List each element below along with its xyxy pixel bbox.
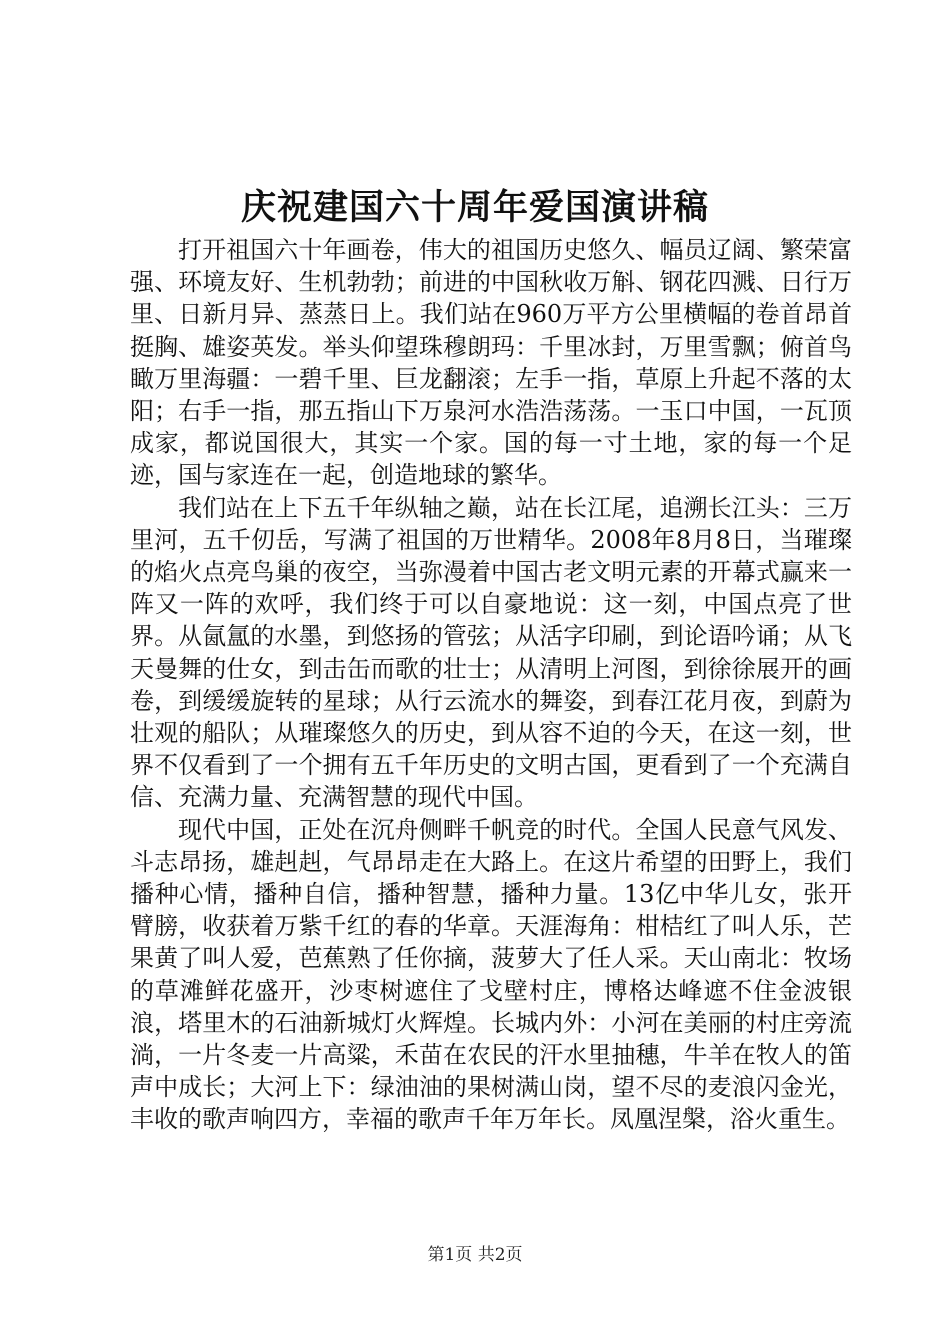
page-title: 庆祝建国六十周年爱国演讲稿 xyxy=(240,187,709,228)
page-footer: 第1页 共2页 xyxy=(427,1245,523,1265)
paragraph-2: 我们站在上下五千年纵轴之巅，站在长江尾，追溯长江头：三万里河，五千仞岳，写满了祖国的万世精华。2008年8月8日，当璀璨的焰火点亮鸟巢的夜空，当弥漫着中国古老文明元素的开幕式赢来一阵又一阵的欢呼，我们终于可以自豪地说：这一刻，中国点亮了世界。从氤氲的水墨，到悠扬的管弦；从活字印刷，到论语吟诵；从飞天曼舞的仕女，到击缶而歌的壮士；从清明上河图，到徐徐展开的画卷，到缓缓旋转的星球；从行云流水的舞姿，到春江花月夜，到蔚为壮观的船队；从璀璨悠久的历史，到从容不迫的今天，在这一刻，世界不仅看到了一个拥有五千年历史的文明古国，更看到了一个充满自信、充满力量、充满智慧的现代中国。 xyxy=(130,493,852,812)
document-body xyxy=(130,234,852,1136)
paragraph-3: 现代中国，正处在沉舟侧畔千帆竞的时代。全国人民意气风发、斗志昂扬，雄赳赳，气昂昂走在大路上。在这片希望的田野上，我们播种心情，播种自信，播种智慧，播种力量。13亿中华儿女，张开臂膀，收获着万紫千红的春的华章。天涯海角：柑桔红了叫人乐，芒果黄了叫人爱，芭蕉熟了任你摘，菠萝大了任人采。天山南北：牧场的草滩鲜花盛开，沙枣树遮住了戈壁村庄，博格达峰遮不住金波银浪，塔里木的石油新城灯火辉煌。长城内外：小河在美丽的村庄旁流淌，一片冬麦一片高粱，禾苗在农民的汗水里抽穗，牛羊在牧人的笛声中成长；大河上下：绿油油的果树满山岗，望不尽的麦浪闪金光，丰收的歌声响四方，幸福的歌声千年万年长。凤凰涅槃，浴火重生。 xyxy=(130,815,852,1134)
paragraph-1: 打开祖国六十年画卷，伟大的祖国历史悠久、幅员辽阔、繁荣富强、环境友好、生机勃勃；前进的中国秋收万斛、钢花四溅、日行万里、日新月异、蒸蒸日上。我们站在960万平方公里横幅的卷首昂首挺胸、雄姿英发。举头仰望珠穆朗玛：千里冰封，万里雪飘；俯首鸟瞰万里海疆：一碧千里、巨龙翻滚；左手一指，草原上升起不落的太阳；右手一指，那五指山下万泉河水浩浩荡荡。一玉口中国，一瓦顶成家，都说国很大，其实一个家。国的每一寸土地，家的每一个足迹，国与家连在一起，创造地球的繁华。 xyxy=(130,236,852,490)
